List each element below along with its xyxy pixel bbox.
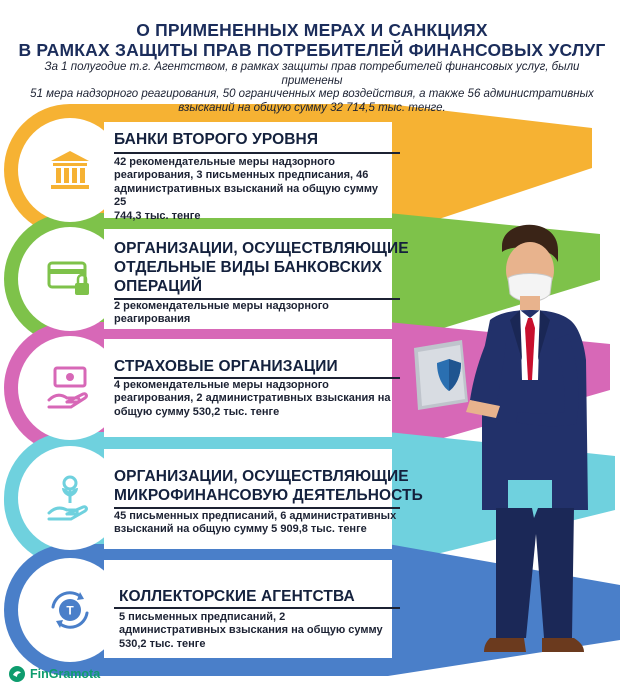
banks-icon-circle bbox=[18, 118, 122, 222]
microfinance-icon-circle bbox=[18, 446, 122, 550]
page-title: О ПРИМЕНЕННЫХ МЕРАХ И САНКЦИЯХ В РАМКАХ ЗАЩИТЫ ПРАВ ПОТРЕБИТЕЛЕЙ ФИНАНСОВЫХ УСЛУГ bbox=[18, 20, 606, 60]
svg-text:T: T bbox=[66, 603, 74, 618]
divider bbox=[114, 507, 400, 509]
fingramota-logo-icon bbox=[8, 665, 26, 683]
section-desc-banks: 42 рекомендательные меры надзорного реагирования, 3 письменных предписания, 46 административных взысканий на общую сумму 25 744,3 тыс. тенге bbox=[114, 156, 378, 222]
hand-plant-icon bbox=[47, 475, 93, 521]
section-heading-bank-ops: ОРГАНИЗАЦИИ, ОСУЩЕСТВЛЯЮЩИЕ ОТДЕЛЬНЫЕ ВИДЫ БАНКОВСКИХ ОПЕРАЦИЙ bbox=[114, 240, 409, 295]
bank-building-icon bbox=[47, 147, 93, 193]
logo-text: FinGramota bbox=[30, 667, 101, 681]
intro-text: За 1 полугодие т.г. Агентством, в рамках защиты прав потребителей финансовых услуг, были применены 51 мера надзорного реагирования, 50 ограниченных мер воздействия, а также 56 административных взысканий на общую сумму 32 714,5 тыс. тенге. bbox=[30, 61, 594, 114]
bank-ops-icon-circle bbox=[18, 227, 122, 331]
card-lock-icon bbox=[47, 259, 93, 299]
section-heading-insurance: СТРАХОВЫЕ ОРГАНИЗАЦИИ bbox=[114, 358, 338, 375]
fingramota-logo bbox=[8, 664, 100, 684]
section-heading-banks: БАНКИ ВТОРОГО УРОВНЯ bbox=[114, 131, 319, 148]
divider bbox=[114, 152, 400, 154]
section-heading-collectors: КОЛЛЕКТОРСКИЕ АГЕНТСТВА bbox=[119, 588, 355, 605]
section-desc-collectors: 5 письменных предписаний, 2 административных взыскания на общую сумму 530,2 тыс. тенге bbox=[119, 611, 383, 650]
section-desc-insurance: 4 рекомендательные меры надзорного реагирования, 2 административных взыскания на общую сумму 530,2 тыс. тенге bbox=[114, 379, 391, 418]
tenge-coin-icon bbox=[47, 587, 93, 633]
divider bbox=[114, 607, 400, 609]
insurance-icon-circle bbox=[18, 336, 122, 440]
hand-money-icon bbox=[47, 366, 93, 410]
section-desc-microfinance: 45 письменных предписаний, 6 административных взысканий на общую сумму 5 909,8 тыс. тенге bbox=[114, 510, 397, 536]
collectors-icon-circle bbox=[18, 558, 122, 662]
section-desc-bank-ops: 2 рекомендательные меры надзорного реагирования bbox=[114, 300, 329, 326]
section-heading-microfinance: ОРГАНИЗАЦИИ, ОСУЩЕСТВЛЯЮЩИЕ МИКРОФИНАНСОВУЮ ДЕЯТЕЛЬНОСТЬ bbox=[114, 468, 423, 504]
businessman-illustration bbox=[392, 208, 592, 687]
